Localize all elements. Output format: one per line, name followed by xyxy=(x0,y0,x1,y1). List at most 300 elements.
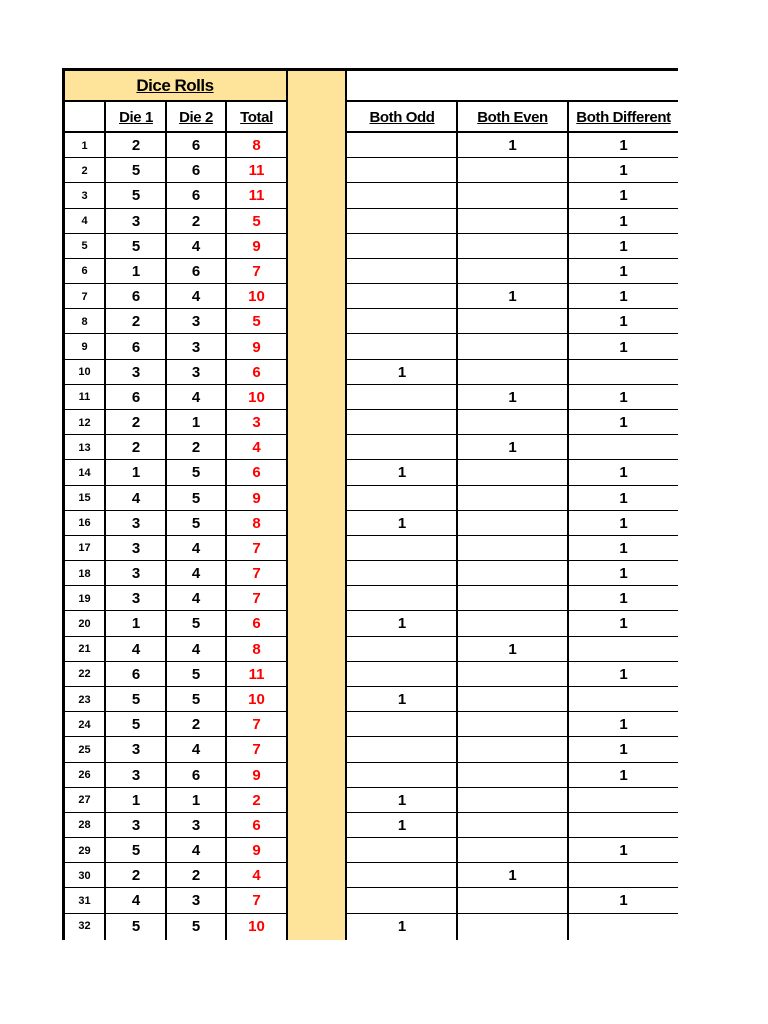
total-value: 10 xyxy=(248,288,265,306)
die-2-value: 4 xyxy=(191,539,201,557)
die-1-value: 3 xyxy=(131,590,141,608)
die-2-value: 2 xyxy=(191,212,201,230)
both-different-value: 1 xyxy=(619,262,628,280)
row-separator xyxy=(62,736,288,737)
row-number: 16 xyxy=(78,517,91,530)
both-odd-value xyxy=(347,183,457,208)
row-separator xyxy=(62,510,288,511)
col-sep xyxy=(225,101,227,940)
both-different-value: 1 xyxy=(619,766,628,784)
both-different-value: 1 xyxy=(619,187,628,205)
die-2-value: 4 xyxy=(191,565,201,583)
row-separator xyxy=(346,535,678,536)
die-2-value: 5 xyxy=(191,691,201,709)
row-number: 8 xyxy=(81,315,88,328)
row-number: 17 xyxy=(78,542,91,555)
col-sep xyxy=(345,68,347,940)
total-value: 6 xyxy=(252,615,261,633)
die-1-value: 6 xyxy=(131,288,141,306)
both-even-value xyxy=(458,536,567,561)
row-separator xyxy=(346,409,678,410)
row-separator xyxy=(62,837,288,838)
both-even-value xyxy=(458,234,567,259)
total-value: 7 xyxy=(252,892,261,910)
both-odd-value: 1 xyxy=(397,363,407,381)
both-odd-value xyxy=(347,385,457,410)
both-different-value xyxy=(569,813,678,838)
total-value: 3 xyxy=(252,414,261,432)
die-1-value: 2 xyxy=(131,439,141,457)
both-different-value: 1 xyxy=(619,665,628,683)
both-different-value: 1 xyxy=(619,892,628,910)
total-value: 6 xyxy=(252,816,261,834)
row-separator xyxy=(62,233,288,234)
row-separator xyxy=(62,913,288,914)
die-1-value: 3 xyxy=(131,212,141,230)
row-separator xyxy=(346,686,678,687)
row-number: 13 xyxy=(78,441,91,454)
row-separator xyxy=(62,610,288,611)
die-1-value: 5 xyxy=(131,237,141,255)
row-number: 5 xyxy=(81,240,88,253)
die-2-value: 5 xyxy=(191,665,201,683)
header-both-odd: Both Odd xyxy=(369,108,435,126)
die-2-value: 4 xyxy=(191,741,201,759)
row-separator xyxy=(346,434,678,435)
total-value: 9 xyxy=(252,842,261,860)
row-separator xyxy=(346,812,678,813)
total-value: 7 xyxy=(252,539,261,557)
top-border xyxy=(62,68,678,71)
both-different-value: 1 xyxy=(619,842,628,860)
die-1-value: 3 xyxy=(131,514,141,532)
both-odd-value xyxy=(347,158,457,183)
row-separator xyxy=(62,585,288,586)
die-1-value: 1 xyxy=(131,464,141,482)
row-separator xyxy=(62,459,288,460)
header-underline-right xyxy=(346,131,678,133)
both-odd-value xyxy=(347,863,457,888)
total-value: 2 xyxy=(252,791,261,809)
total-value: 9 xyxy=(252,489,261,507)
row-separator xyxy=(346,585,678,586)
row-separator xyxy=(62,812,288,813)
row-separator xyxy=(62,887,288,888)
both-odd-value xyxy=(347,234,457,259)
die-1-value: 5 xyxy=(131,187,141,205)
die-2-value: 2 xyxy=(191,439,201,457)
header-both-even: Both Even xyxy=(477,108,548,126)
total-value: 10 xyxy=(248,388,265,406)
row-separator xyxy=(62,762,288,763)
row-number: 22 xyxy=(78,668,91,681)
left-border xyxy=(62,68,65,940)
row-number: 14 xyxy=(78,466,91,479)
row-number: 29 xyxy=(78,844,91,857)
both-even-value: 1 xyxy=(508,137,517,155)
both-different-value: 1 xyxy=(619,615,628,633)
row-number: 31 xyxy=(78,894,91,907)
row-separator xyxy=(346,485,678,486)
both-different-value: 1 xyxy=(619,514,628,532)
both-different-value: 1 xyxy=(619,489,628,507)
total-value: 9 xyxy=(252,766,261,784)
both-even-value xyxy=(458,561,567,586)
die-2-value: 6 xyxy=(191,162,201,180)
both-different-value: 1 xyxy=(619,590,628,608)
both-different-value: 1 xyxy=(619,388,628,406)
both-odd-value xyxy=(347,284,457,309)
die-1-value: 2 xyxy=(131,137,141,155)
both-even-value xyxy=(458,813,567,838)
total-value: 9 xyxy=(252,237,261,255)
both-even-value xyxy=(458,334,567,359)
both-odd-value xyxy=(347,133,457,158)
both-odd-value xyxy=(347,334,457,359)
die-1-value: 4 xyxy=(131,640,141,658)
die-2-value: 5 xyxy=(191,489,201,507)
die-1-value: 6 xyxy=(131,665,141,683)
both-odd-value: 1 xyxy=(397,615,407,633)
row-number: 25 xyxy=(78,743,91,756)
col-sep xyxy=(456,101,458,940)
row-number: 12 xyxy=(78,416,91,429)
die-2-value: 6 xyxy=(191,187,201,205)
both-even-value xyxy=(458,662,567,687)
both-odd-value: 1 xyxy=(397,464,407,482)
die-2-value: 4 xyxy=(191,640,201,658)
die-1-value: 5 xyxy=(131,716,141,734)
row-separator xyxy=(62,636,288,637)
row-number: 7 xyxy=(81,290,88,303)
die-2-value: 6 xyxy=(191,262,201,280)
row-separator xyxy=(346,157,678,158)
die-2-value: 4 xyxy=(191,590,201,608)
row-separator xyxy=(62,560,288,561)
row-number: 20 xyxy=(78,617,91,630)
total-value: 8 xyxy=(252,514,261,532)
row-separator xyxy=(62,711,288,712)
total-value: 4 xyxy=(252,867,261,885)
row-number: 10 xyxy=(78,366,91,379)
row-separator xyxy=(346,736,678,737)
total-value: 6 xyxy=(252,464,261,482)
die-2-value: 3 xyxy=(191,363,201,381)
both-odd-value xyxy=(347,662,457,687)
die-2-value: 4 xyxy=(191,842,201,860)
row-number: 21 xyxy=(78,643,91,656)
both-different-value: 1 xyxy=(619,338,628,356)
both-different-value: 1 xyxy=(619,464,628,482)
both-even-value xyxy=(458,309,567,334)
die-2-value: 6 xyxy=(191,137,201,155)
both-different-value: 1 xyxy=(619,212,628,230)
divider-column-fill xyxy=(288,71,346,940)
col-sep xyxy=(104,101,106,940)
row-separator xyxy=(346,510,678,511)
row-separator xyxy=(346,837,678,838)
die-2-value: 3 xyxy=(191,338,201,356)
row-separator xyxy=(346,283,678,284)
both-even-value xyxy=(458,687,567,712)
die-1-value: 2 xyxy=(131,867,141,885)
die-1-value: 6 xyxy=(131,388,141,406)
row-separator xyxy=(62,661,288,662)
row-number: 30 xyxy=(78,869,91,882)
both-even-value xyxy=(458,611,567,636)
row-number: 19 xyxy=(78,592,91,605)
both-even-value xyxy=(458,712,567,737)
die-1-value: 3 xyxy=(131,363,141,381)
both-odd-value xyxy=(347,536,457,561)
both-odd-value xyxy=(347,435,457,460)
die-1-value: 1 xyxy=(131,791,141,809)
row-separator xyxy=(62,359,288,360)
title-underline xyxy=(62,100,288,102)
header-die-2: Die 2 xyxy=(179,108,213,126)
both-even-value: 1 xyxy=(508,867,517,885)
die-1-value: 3 xyxy=(131,539,141,557)
total-value: 8 xyxy=(252,640,261,658)
row-separator xyxy=(346,762,678,763)
both-even-value xyxy=(458,888,567,913)
both-odd-value: 1 xyxy=(397,816,407,834)
both-odd-value xyxy=(347,737,457,762)
both-different-value: 1 xyxy=(619,741,628,759)
die-1-value: 3 xyxy=(131,741,141,759)
both-different-value: 1 xyxy=(619,313,628,331)
row-separator xyxy=(346,333,678,334)
die-1-value: 1 xyxy=(131,615,141,633)
header-both-different: Both Different xyxy=(576,108,671,126)
header-die-1: Die 1 xyxy=(119,108,153,126)
both-different-value xyxy=(569,788,678,813)
both-even-value: 1 xyxy=(508,388,517,406)
row-number: 26 xyxy=(78,769,91,782)
row-separator xyxy=(346,610,678,611)
total-value: 7 xyxy=(252,741,261,759)
die-1-value: 4 xyxy=(131,489,141,507)
row-separator xyxy=(346,233,678,234)
both-odd-value xyxy=(347,561,457,586)
total-value: 8 xyxy=(252,137,261,155)
header-total: Total xyxy=(240,108,273,126)
both-odd-value xyxy=(347,637,457,662)
row-number: 32 xyxy=(78,920,91,933)
row-separator xyxy=(346,258,678,259)
both-odd-value xyxy=(347,838,457,863)
row-number: 6 xyxy=(81,265,88,278)
row-number: 2 xyxy=(81,164,88,177)
die-2-value: 5 xyxy=(191,917,201,935)
die-1-value: 1 xyxy=(131,262,141,280)
both-even-value xyxy=(458,737,567,762)
both-even-value xyxy=(458,586,567,611)
both-even-value xyxy=(458,914,567,939)
die-2-value: 5 xyxy=(191,615,201,633)
row-separator xyxy=(62,208,288,209)
both-odd-value xyxy=(347,259,457,284)
both-different-value xyxy=(569,435,678,460)
die-2-value: 1 xyxy=(191,414,201,432)
both-even-value xyxy=(458,838,567,863)
row-separator xyxy=(62,157,288,158)
both-different-value xyxy=(569,687,678,712)
die-2-value: 5 xyxy=(191,514,201,532)
row-separator xyxy=(346,182,678,183)
col-sep xyxy=(286,68,288,940)
row-number: 18 xyxy=(78,567,91,580)
row-separator xyxy=(62,686,288,687)
header-underline-left xyxy=(62,131,288,133)
die-1-value: 5 xyxy=(131,162,141,180)
die-2-value: 2 xyxy=(191,867,201,885)
header-top-line xyxy=(346,100,678,102)
die-1-value: 4 xyxy=(131,892,141,910)
both-even-value xyxy=(458,763,567,788)
both-even-value xyxy=(458,183,567,208)
row-number: 9 xyxy=(81,341,88,354)
die-1-value: 2 xyxy=(131,414,141,432)
both-even-value: 1 xyxy=(508,640,517,658)
both-different-value: 1 xyxy=(619,716,628,734)
row-number: 4 xyxy=(81,215,88,228)
die-2-value: 1 xyxy=(191,791,201,809)
both-different-value xyxy=(569,914,678,939)
die-2-value: 3 xyxy=(191,892,201,910)
row-separator xyxy=(62,182,288,183)
die-1-value: 2 xyxy=(131,313,141,331)
die-1-value: 5 xyxy=(131,691,141,709)
row-number: 28 xyxy=(78,819,91,832)
both-different-value: 1 xyxy=(619,288,628,306)
both-odd-value: 1 xyxy=(397,691,407,709)
row-number: 23 xyxy=(78,693,91,706)
row-separator xyxy=(346,208,678,209)
both-different-value: 1 xyxy=(619,539,628,557)
row-separator xyxy=(346,661,678,662)
row-separator xyxy=(62,787,288,788)
both-even-value: 1 xyxy=(508,439,517,457)
row-separator xyxy=(346,862,678,863)
both-odd-value xyxy=(347,586,457,611)
both-odd-value xyxy=(347,486,457,511)
row-separator xyxy=(62,384,288,385)
die-2-value: 2 xyxy=(191,716,201,734)
both-even-value xyxy=(458,158,567,183)
die-1-value: 5 xyxy=(131,842,141,860)
die-1-value: 3 xyxy=(131,565,141,583)
both-different-value xyxy=(569,637,678,662)
total-value: 7 xyxy=(252,590,261,608)
die-1-value: 3 xyxy=(131,816,141,834)
both-even-value xyxy=(458,511,567,536)
both-different-value xyxy=(569,863,678,888)
both-odd-value: 1 xyxy=(397,917,407,935)
row-separator xyxy=(346,913,678,914)
row-number: 24 xyxy=(78,718,91,731)
total-value: 11 xyxy=(248,187,265,205)
row-number: 1 xyxy=(81,139,88,152)
row-number: 27 xyxy=(78,794,91,807)
total-value: 9 xyxy=(252,338,261,356)
row-number: 15 xyxy=(78,492,91,505)
row-separator xyxy=(62,333,288,334)
die-1-value: 5 xyxy=(131,917,141,935)
row-number: 11 xyxy=(78,391,91,404)
total-value: 5 xyxy=(252,212,261,230)
total-value: 4 xyxy=(252,439,261,457)
die-2-value: 4 xyxy=(191,388,201,406)
row-separator xyxy=(62,308,288,309)
both-even-value xyxy=(458,209,567,234)
total-value: 11 xyxy=(248,162,265,180)
total-value: 5 xyxy=(252,313,261,331)
die-1-value: 3 xyxy=(131,766,141,784)
both-different-value: 1 xyxy=(619,137,628,155)
die-2-value: 4 xyxy=(191,288,201,306)
row-separator xyxy=(346,459,678,460)
row-separator xyxy=(346,308,678,309)
total-value: 10 xyxy=(248,917,265,935)
both-odd-value xyxy=(347,712,457,737)
both-odd-value xyxy=(347,209,457,234)
both-different-value: 1 xyxy=(619,565,628,583)
both-odd-value xyxy=(347,309,457,334)
row-separator xyxy=(346,636,678,637)
row-separator xyxy=(62,409,288,410)
both-even-value xyxy=(458,410,567,435)
both-different-value: 1 xyxy=(619,414,628,432)
both-odd-value xyxy=(347,410,457,435)
both-different-value: 1 xyxy=(619,237,628,255)
die-1-value: 6 xyxy=(131,338,141,356)
row-separator xyxy=(346,384,678,385)
both-different-value xyxy=(569,360,678,385)
total-value: 7 xyxy=(252,262,261,280)
row-separator xyxy=(62,535,288,536)
both-even-value xyxy=(458,486,567,511)
row-separator xyxy=(62,434,288,435)
row-separator xyxy=(346,711,678,712)
row-separator xyxy=(62,862,288,863)
row-separator xyxy=(346,887,678,888)
row-separator xyxy=(62,258,288,259)
row-separator xyxy=(62,283,288,284)
both-even-value xyxy=(458,360,567,385)
both-odd-value: 1 xyxy=(397,514,407,532)
row-separator xyxy=(62,485,288,486)
col-sep xyxy=(567,101,569,940)
die-2-value: 6 xyxy=(191,766,201,784)
both-different-value: 1 xyxy=(619,162,628,180)
row-separator xyxy=(346,560,678,561)
total-value: 6 xyxy=(252,363,261,381)
both-odd-value xyxy=(347,888,457,913)
row-number: 3 xyxy=(81,189,88,202)
row-separator xyxy=(346,359,678,360)
die-2-value: 5 xyxy=(191,464,201,482)
both-even-value xyxy=(458,259,567,284)
both-even-value xyxy=(458,788,567,813)
die-2-value: 3 xyxy=(191,313,201,331)
both-odd-value: 1 xyxy=(397,791,407,809)
total-value: 10 xyxy=(248,691,265,709)
sheet-title: Dice Rolls xyxy=(136,76,214,95)
total-value: 7 xyxy=(252,716,261,734)
both-even-value: 1 xyxy=(508,288,517,306)
row-separator xyxy=(346,787,678,788)
